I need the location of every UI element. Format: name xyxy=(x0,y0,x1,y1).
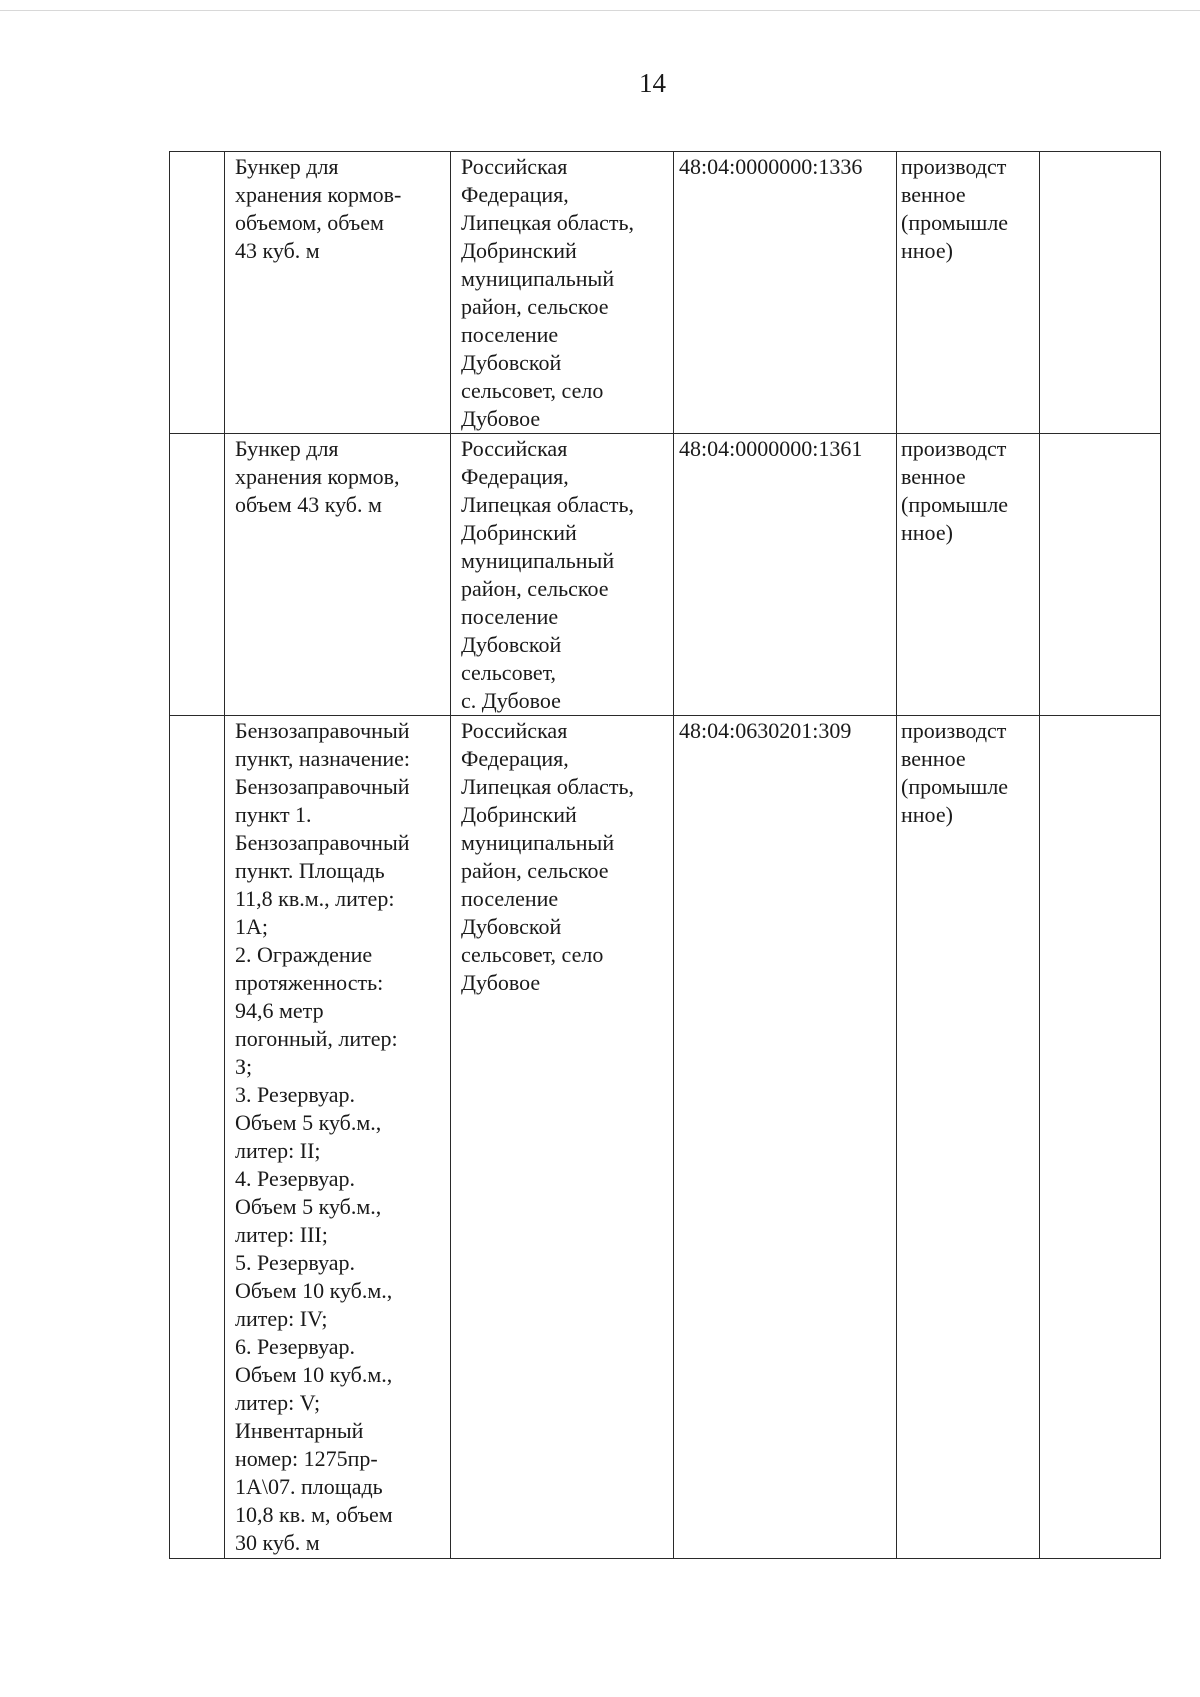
extra-cell xyxy=(1040,152,1161,434)
extra-cell xyxy=(1040,434,1161,716)
table-row xyxy=(170,434,1161,716)
table-row xyxy=(170,716,1161,1559)
address-cell: Российская Федерация, Липецкая область, Добринский муниципальный район, сельское поселение Дубовской сельсовет, с. Дубовое xyxy=(451,434,674,716)
row-number-cell xyxy=(170,434,225,716)
extra-cell xyxy=(1040,716,1161,1559)
object-name-cell: Бункер для хранения кормов, объем 43 куб. м xyxy=(225,434,451,716)
purpose-cell: производст венное (промышле нное) xyxy=(897,434,1040,716)
address-cell: Российская Федерация, Липецкая область, Добринский муниципальный район, сельское поселение Дубовской сельсовет, село Дубовое xyxy=(451,716,674,1559)
row-number-cell xyxy=(170,716,225,1559)
property-register-table xyxy=(169,151,1161,1559)
purpose-cell: производст венное (промышле нное) xyxy=(897,152,1040,434)
cadastral-number-cell: 48:04:0630201:309 xyxy=(674,716,897,1559)
purpose-cell: производст венное (промышле нное) xyxy=(897,716,1040,1559)
table-row xyxy=(170,152,1161,434)
cadastral-number-cell: 48:04:0000000:1336 xyxy=(674,152,897,434)
cadastral-number-cell: 48:04:0000000:1361 xyxy=(674,434,897,716)
page-number: 14 xyxy=(639,68,666,98)
address-cell: Российская Федерация, Липецкая область, Добринский муниципальный район, сельское поселение Дубовской сельсовет, село Дубовое xyxy=(451,152,674,434)
object-name-cell: Бункер для хранения кормов- объемом, объем 43 куб. м xyxy=(225,152,451,434)
scan-edge-line xyxy=(0,10,1200,11)
object-name-cell: Бензозаправочный пункт, назначение: Бензозаправочный пункт 1. Бензозаправочный пункт. Площадь 11,8 кв.м., литер: 1А; 2. Ограждение протяженность: 94,6 метр погонный, литер: З; 3. Резервуар. Объем 5 куб.м., литер: II; 4. Резервуар. Объем 5 куб.м., литер: III; 5. Резервуар. Объем 10 куб.м., литер: IV; 6. Резервуар. Объем 10 куб.м., литер: V; Инвентарный номер: 1275пр- 1А\07. площадь 10,8 кв. м, объем 30 куб. м xyxy=(225,716,451,1559)
row-number-cell xyxy=(170,152,225,434)
